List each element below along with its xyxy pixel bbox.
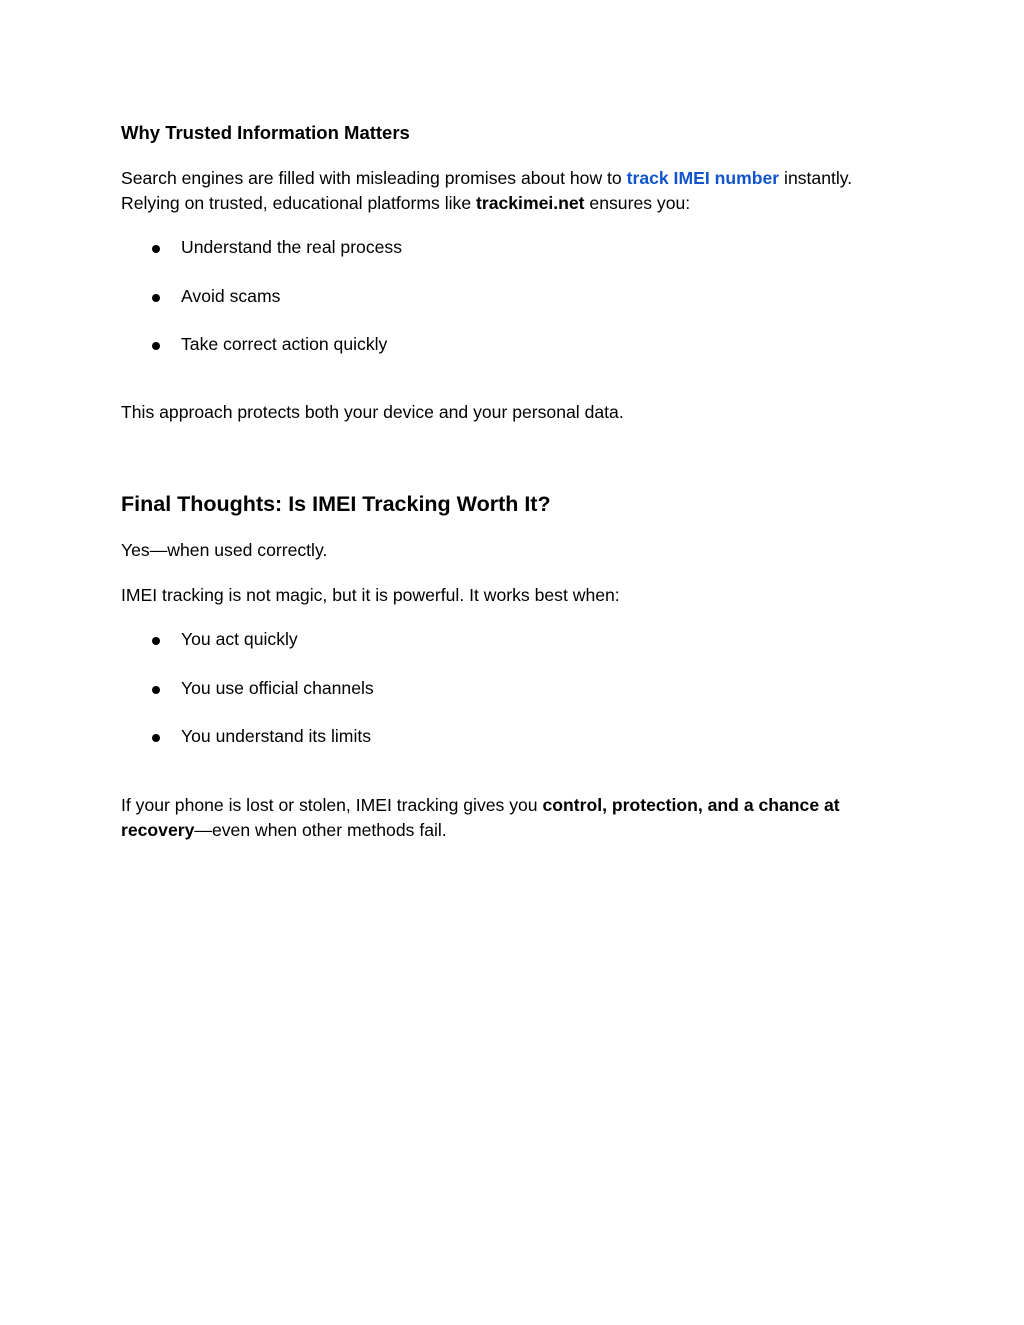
list-item-text: Avoid scams	[181, 285, 281, 306]
list-item-text: You use official channels	[181, 677, 374, 698]
intro-text-middle: instantly. Relying on trusted, educational platforms like	[121, 168, 853, 213]
list-item-text: Take correct action quickly	[181, 334, 388, 354]
bullet-icon	[152, 637, 160, 645]
conclusion-emphasis: control, protection, and a chance at recovery	[121, 795, 840, 840]
track-imei-link[interactable]: track IMEI number	[626, 168, 780, 188]
bullet-icon	[152, 294, 160, 302]
conclusion-text-end: —even when other methods fail.	[194, 819, 447, 840]
closing-paragraph: This approach protects both your device and your personal data.	[121, 402, 624, 422]
intro-paragraph	[121, 166, 911, 215]
answer-paragraph: Yes—when used correctly.	[121, 540, 328, 560]
list-item	[121, 332, 402, 356]
list-item	[121, 724, 374, 748]
list-item-text: You understand its limits	[181, 726, 372, 746]
trusted-benefits-list	[121, 235, 402, 381]
list-item	[121, 627, 374, 651]
intro-text-start: Search engines are filled with misleading promises about how to	[121, 168, 627, 188]
list-item	[121, 284, 402, 308]
list-item-text: Understand the real process	[181, 237, 403, 257]
bullet-icon	[152, 686, 160, 694]
bullet-icon	[152, 342, 160, 350]
bullet-icon	[152, 245, 160, 253]
list-item	[121, 235, 402, 259]
lead-paragraph: IMEI tracking is not magic, but it is powerful. It works best when:	[121, 585, 620, 605]
conclusion-paragraph	[121, 793, 911, 842]
list-item	[121, 676, 374, 700]
brand-name: trackimei.net	[476, 192, 585, 213]
bullet-icon	[152, 734, 160, 742]
section-heading-trusted-information: Why Trusted Information Matters	[121, 122, 410, 143]
section-heading-final-thoughts: Final Thoughts: Is IMEI Tracking Worth It?	[121, 492, 551, 516]
conclusion-text-start: If your phone is lost or stolen, IMEI tracking gives you	[121, 795, 543, 815]
best-when-list	[121, 627, 374, 773]
intro-text-end: ensures you:	[584, 192, 691, 213]
list-item-text: You act quickly	[181, 629, 298, 649]
